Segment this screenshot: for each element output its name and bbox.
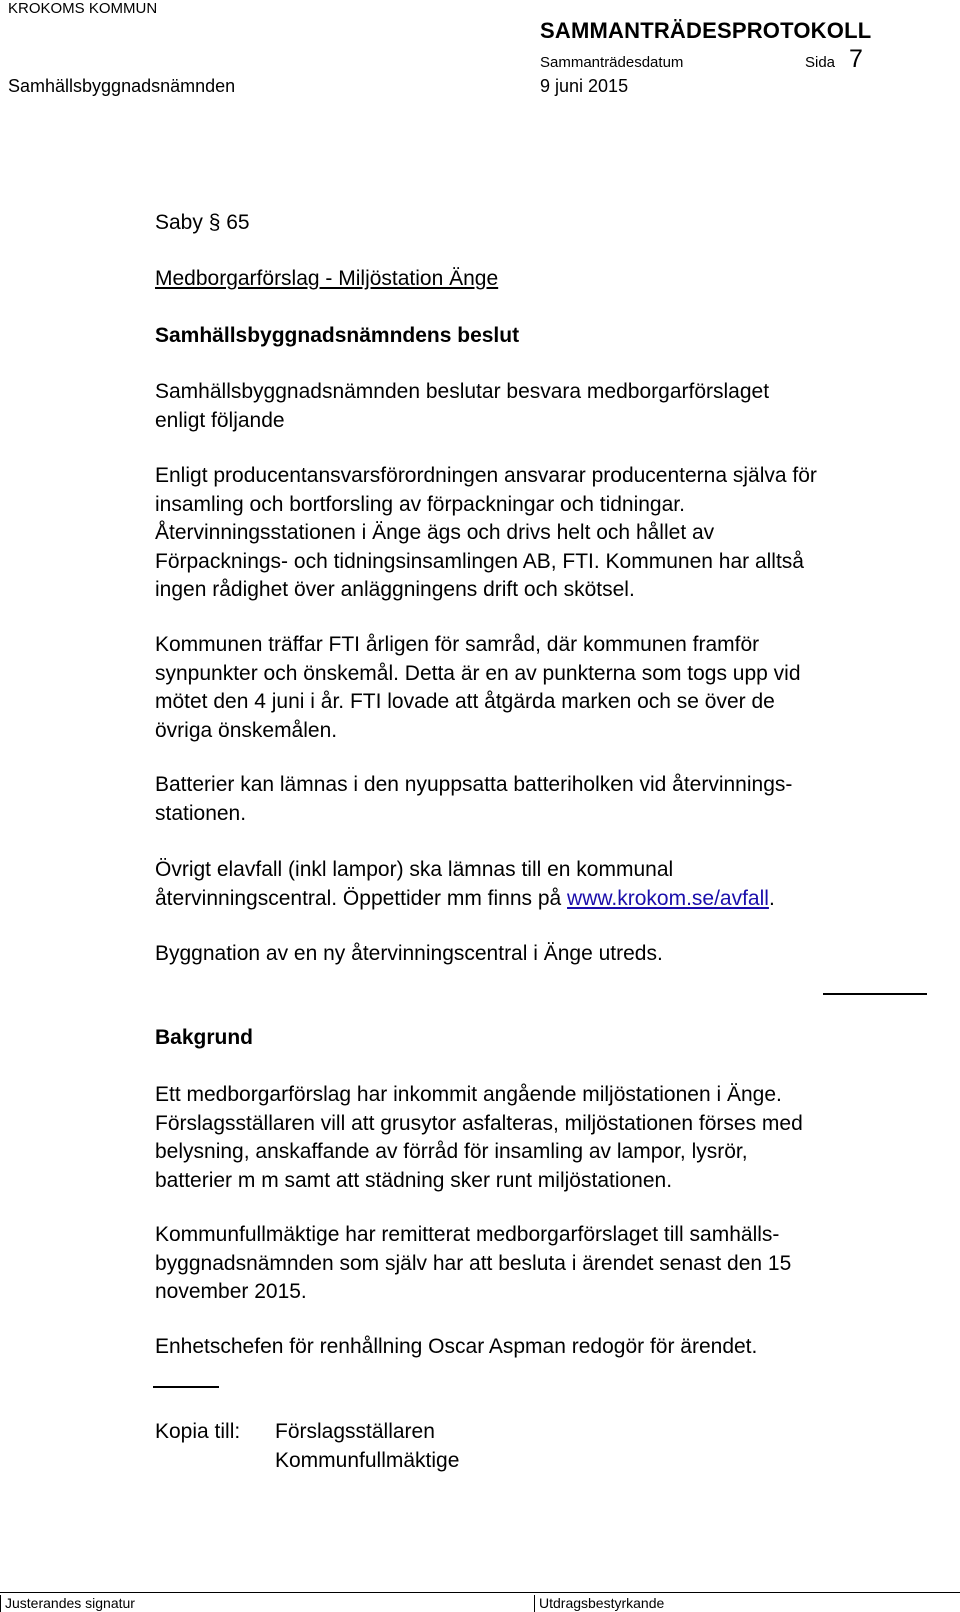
- signature-label: Justerandes signatur: [5, 1595, 135, 1611]
- background-paragraph-referral: [155, 1221, 791, 1307]
- text-line: Enligt producentansvarsförordningen ansvarar producenterna själva för: [155, 464, 817, 487]
- background-paragraph-report: Enhetschefen för renhållning Oscar Aspman redogör för ärendet.: [155, 1335, 758, 1358]
- text-line: november 2015.: [155, 1280, 307, 1303]
- extract-label: Utdragsbestyrkande: [539, 1595, 665, 1611]
- signature-footer: [0, 1592, 960, 1612]
- section-number: Saby § 65: [155, 211, 250, 234]
- text-line: [155, 885, 775, 914]
- copy-to-label: Kopia till:: [155, 1420, 241, 1443]
- meeting-date-label: Sammanträdesdatum: [540, 54, 684, 71]
- paragraph-electronic-waste: [155, 856, 775, 913]
- text-line: Batterier kan lämnas i den nyuppsatta batteriholken vid återvinnings-: [155, 773, 793, 796]
- paragraph-new-recycling-center: Byggnation av en ny återvinningscentral i Änge utreds.: [155, 942, 663, 965]
- text-line: Övrigt elavfall (inkl lampor) ska lämnas till en kommunal: [155, 858, 674, 881]
- text-line: stationen.: [155, 801, 247, 825]
- text-line: mötet den 4 juni i år. FTI lovade att åtgärda marken och se över de: [155, 690, 775, 713]
- paragraph-fti-meeting: [155, 631, 801, 745]
- text-line: Kommunen träffar FTI årligen för samråd, där kommunen framför: [155, 633, 760, 656]
- background-heading: Bakgrund: [155, 1026, 254, 1049]
- separator-line: [823, 993, 927, 995]
- avfall-link[interactable]: www.krokom.se/avfall: [567, 886, 769, 910]
- text-fragment: .: [768, 886, 775, 910]
- text-line: synpunkter och önskemål. Detta är en av punkterna som togs upp vid: [155, 661, 801, 685]
- text-line: Förslagsställaren vill att grusytor asfalteras, miljöstationen förses med: [155, 1111, 803, 1135]
- short-separator-line: [153, 1386, 219, 1388]
- municipality-name: KROKOMS KOMMUN: [8, 0, 158, 17]
- board-name: Samhällsbyggnadsnämnden: [8, 76, 236, 96]
- extract-cell: [534, 1595, 960, 1612]
- text-line: Samhällsbyggnadsnämnden beslutar besvara medborgarförslaget: [155, 380, 770, 403]
- copy-recipient: Förslagsställaren: [275, 1420, 435, 1443]
- text-line: ingen rådighet över anläggningens drift och skötsel.: [155, 578, 635, 601]
- paragraph-producer-responsibility: [155, 462, 817, 605]
- copy-recipients: [275, 1418, 459, 1475]
- text-line: batterier m m samt att städning sker runt miljöstationen.: [155, 1168, 673, 1192]
- meeting-date: 9 juni 2015: [540, 76, 629, 96]
- copy-recipient: Kommunfullmäktige: [275, 1448, 460, 1472]
- text-line: byggnadsnämnden som själv har att besluta i ärendet senast den 15: [155, 1251, 792, 1275]
- text-line: Återvinningsstationen i Änge ägs och drivs helt och hållet av: [155, 521, 715, 544]
- signature-cell: [0, 1595, 534, 1612]
- text-line: enligt följande: [155, 408, 285, 432]
- text-line: övriga önskemålen.: [155, 718, 338, 742]
- page-number: 7: [849, 45, 863, 73]
- text-line: Ett medborgarförslag har inkommit angående miljöstationen i Änge.: [155, 1083, 782, 1106]
- page-label: Sida: [805, 54, 836, 71]
- text-fragment: återvinningscentral. Öppettider mm finns på: [155, 886, 568, 910]
- decision-heading: Samhällsbyggnadsnämndens beslut: [155, 324, 520, 347]
- decision-paragraph: [155, 378, 769, 435]
- text-line: insamling och bortforsling av förpackningar och tidningar.: [155, 492, 685, 516]
- section-subject: Medborgarförslag - Miljöstation Änge: [155, 267, 499, 290]
- paragraph-batteries: [155, 771, 792, 828]
- background-paragraph-proposal: [155, 1081, 803, 1195]
- text-line: belysning, anskaffande av förråd för insamling av lampor, lysrör,: [155, 1140, 748, 1163]
- text-line: Förpacknings- och tidningsinsamlingen AB, FTI. Kommunen har alltså: [155, 549, 804, 573]
- text-line: Kommunfullmäktige har remitterat medborgarförslaget till samhälls-: [155, 1223, 780, 1246]
- document-title: SAMMANTRÄDESPROTOKOLL: [540, 18, 872, 43]
